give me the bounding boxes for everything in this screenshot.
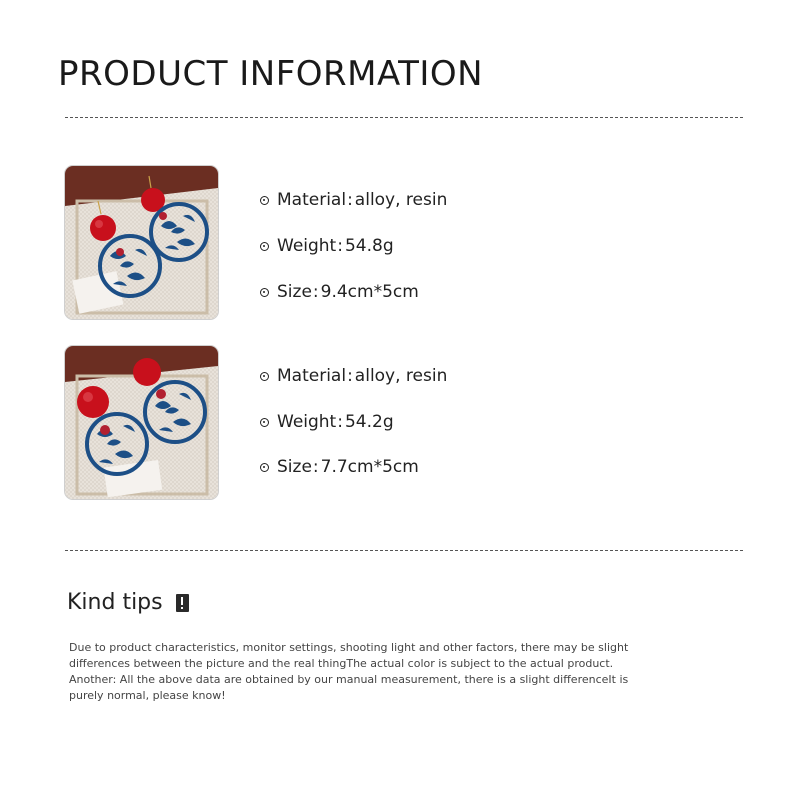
spec-value: 54.8g xyxy=(344,236,394,256)
spec-size xyxy=(260,457,419,477)
spec-label: Material xyxy=(277,366,347,386)
spec-label: Material xyxy=(277,190,347,210)
spec-size xyxy=(260,282,419,302)
spec-separator: : xyxy=(312,457,319,477)
spec-value: alloy, resin xyxy=(354,366,448,386)
spec-material xyxy=(260,366,447,386)
spec-material xyxy=(260,190,447,210)
earring-photo-icon xyxy=(65,346,218,499)
kind-tips-heading xyxy=(67,590,189,615)
kind-tips-label: Kind tips xyxy=(67,590,163,615)
spec-label: Weight xyxy=(277,412,337,432)
bullet-icon xyxy=(260,463,269,472)
kind-tips-text: Due to product characteristics, monitor settings, shooting light and other factors, there may be slight differences between the picture and the real thingThe actual color is subject to the actual product. Another: All the above data are obtained by our manual measurement, there is a slight differenceIt is purely normal, please know! xyxy=(69,641,629,702)
bullet-icon xyxy=(260,288,269,297)
product-card-1 xyxy=(64,165,754,320)
spec-label: Weight xyxy=(277,236,337,256)
product-photo-1 xyxy=(64,165,219,320)
spec-weight xyxy=(260,412,394,432)
spec-label: Size xyxy=(277,282,312,302)
spec-separator: : xyxy=(312,282,319,302)
exclamation-icon xyxy=(176,594,189,612)
earring-photo-icon xyxy=(65,166,218,319)
product-photo-2 xyxy=(64,345,219,500)
spec-value: alloy, resin xyxy=(354,190,448,210)
spec-label: Size xyxy=(277,457,312,477)
spec-value: 9.4cm*5cm xyxy=(320,282,419,302)
bullet-icon xyxy=(260,372,269,381)
page-title: PRODUCT INFORMATION xyxy=(58,54,484,94)
spec-separator: : xyxy=(347,366,353,386)
spec-weight xyxy=(260,236,394,256)
bottom-divider xyxy=(65,550,743,551)
product-card-2 xyxy=(64,345,754,500)
spec-value: 54.2g xyxy=(344,412,394,432)
bullet-icon xyxy=(260,242,269,251)
top-divider xyxy=(65,117,743,118)
spec-separator: : xyxy=(347,190,353,210)
spec-separator: : xyxy=(337,412,343,432)
bullet-icon xyxy=(260,418,269,427)
spec-value: 7.7cm*5cm xyxy=(320,457,419,477)
spec-separator: : xyxy=(337,236,343,256)
bullet-icon xyxy=(260,196,269,205)
